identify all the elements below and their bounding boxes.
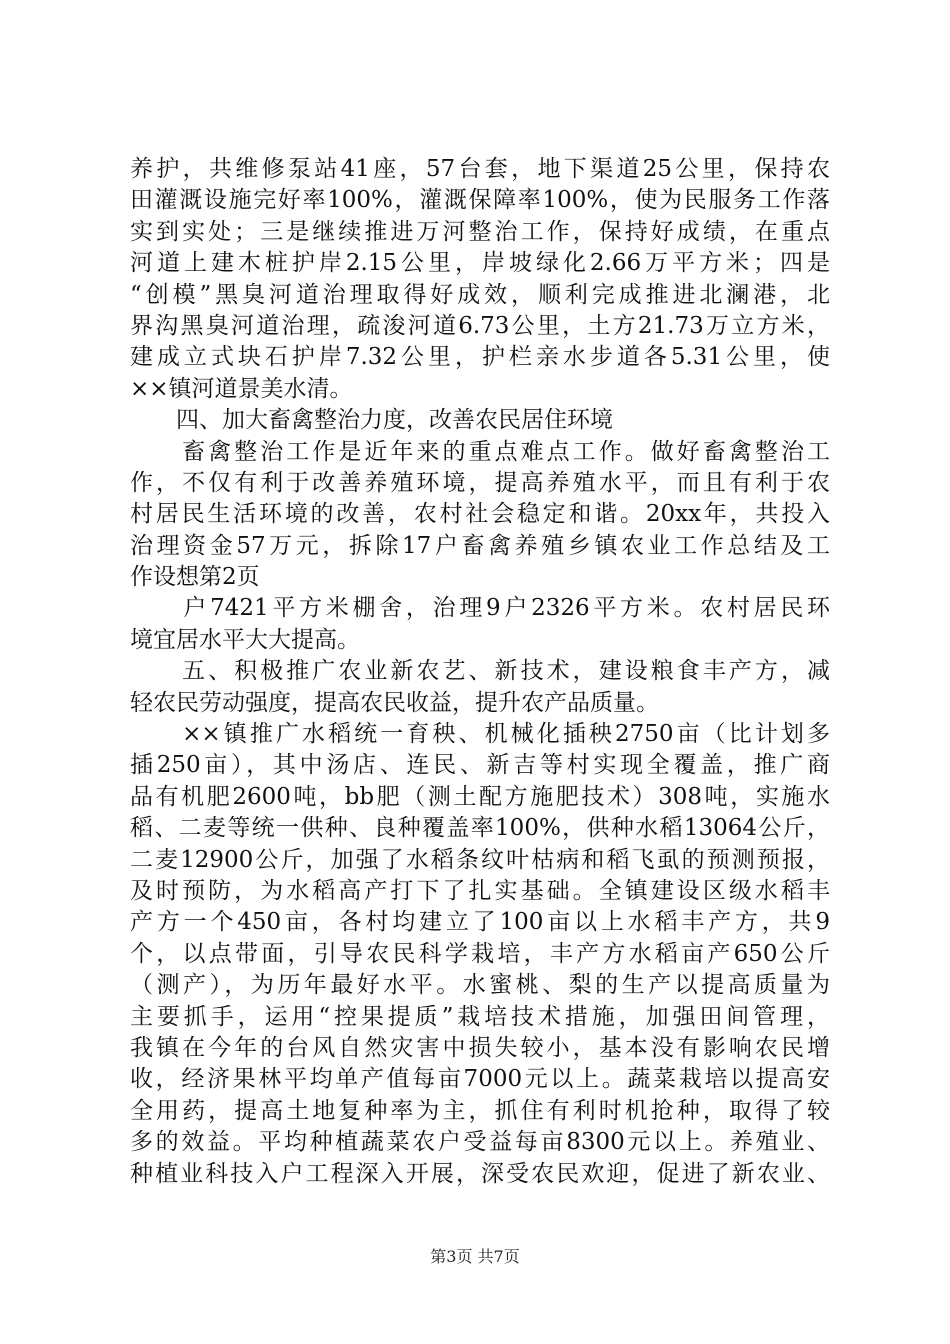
page-footer: 第3页 共7页	[430, 1247, 520, 1266]
text-line: 养护，共维修泵站41座，57台套，地下渠道25公里，保持农	[130, 156, 830, 182]
text-line: 户7421平方米棚舍，治理9户2326平方米。农村居民环	[130, 595, 830, 622]
text-line: 产方一个450亩，各村均建立了100亩以上水稻丰产方，共9	[130, 909, 830, 936]
text-line: （测产），为历年最好水平。水蜜桃、梨的生产以提高质量为	[130, 972, 830, 999]
text-line: 作设想第2页	[130, 564, 260, 591]
text-line: 收，经济果林平均单产值每亩7000元以上。蔬菜栽培以提高安	[130, 1066, 830, 1093]
text-line: 种植业科技入户工程深入开展，深受农民欢迎，促进了新农业、	[130, 1160, 830, 1187]
text-line: ××镇推广水稻统一育秧、机械化插秧2750亩（比计划多	[130, 721, 830, 748]
text-line: 全用药，提高土地复种率为主，抓住有利时机抢种，取得了较	[130, 1097, 830, 1124]
text-line: 实到实处；三是继续推进万河整治工作，保持好成绩，在重点	[130, 218, 830, 245]
text-line: 四、加大畜禽整治力度，改善农民居住环境	[130, 407, 613, 434]
text-line: 五、积极推广农业新农艺、新技术，建设粮食丰产方，减	[130, 658, 830, 685]
text-line: 轻农民劳动强度，提高农民收益，提升农产品质量。	[130, 689, 659, 716]
text-line: 稻、二麦等统一供种、良种覆盖率100%，供种水稻13064公斤，	[130, 815, 830, 842]
text-line: 村居民生活环境的改善，农村社会稳定和谐。20xx年，共投入	[130, 501, 830, 528]
text-line: 河道上建木桩护岸2.15公里，岸坡绿化2.66万平方米；四是	[130, 250, 830, 277]
text-line: 我镇在今年的台风自然灾害中损失较小，基本没有影响农民增	[130, 1034, 830, 1061]
text-line: 多的效益。平均种植蔬菜农户受益每亩8300元以上。养殖业、	[130, 1129, 830, 1156]
text-line: 个，以点带面，引导农民科学栽培，丰产方水稻亩产650公斤	[130, 940, 830, 967]
text-line: 畜禽整治工作是近年来的重点难点工作。做好畜禽整治工	[130, 438, 830, 465]
text-line: 品有机肥2600吨，bb肥（测土配方施肥技术）308吨，实施水	[130, 783, 830, 810]
text-line: 建成立式块石护岸7.32公里，护栏亲水步道各5.31公里，使	[130, 344, 830, 371]
text-line: ××镇河道景美水清。	[130, 375, 353, 402]
text-line: “创模”黑臭河道治理取得好成效，顺利完成推进北澜港，北	[130, 281, 830, 308]
text-line: 治理资金57万元，拆除17户畜禽养殖乡镇农业工作总结及工	[130, 532, 830, 559]
text-line: 插250亩），其中汤店、连民、新吉等村实现全覆盖，推广商	[130, 752, 830, 779]
text-line: 及时预防，为水稻高产打下了扎实基础。全镇建设区级水稻丰	[130, 877, 830, 904]
body-text	[130, 154, 830, 1190]
text-line: 二麦12900公斤，加强了水稻条纹叶枯病和稻飞虱的预测预报，	[130, 846, 830, 873]
text-line: 界沟黑臭河道治理，疏浚河道6.73公里，土方21.73万立方米，	[130, 312, 830, 339]
text-line: 作，不仅有利于改善养殖环境，提高养殖水平，而且有利于农	[130, 469, 830, 496]
text-line: 主要抓手，运用“控果提质”栽培技术措施，加强田间管理，	[130, 1003, 830, 1030]
text-line: 境宜居水平大大提高。	[130, 626, 360, 653]
text-line: 田灌溉设施完好率100%，灌溉保障率100%，使为民服务工作落	[130, 187, 830, 214]
